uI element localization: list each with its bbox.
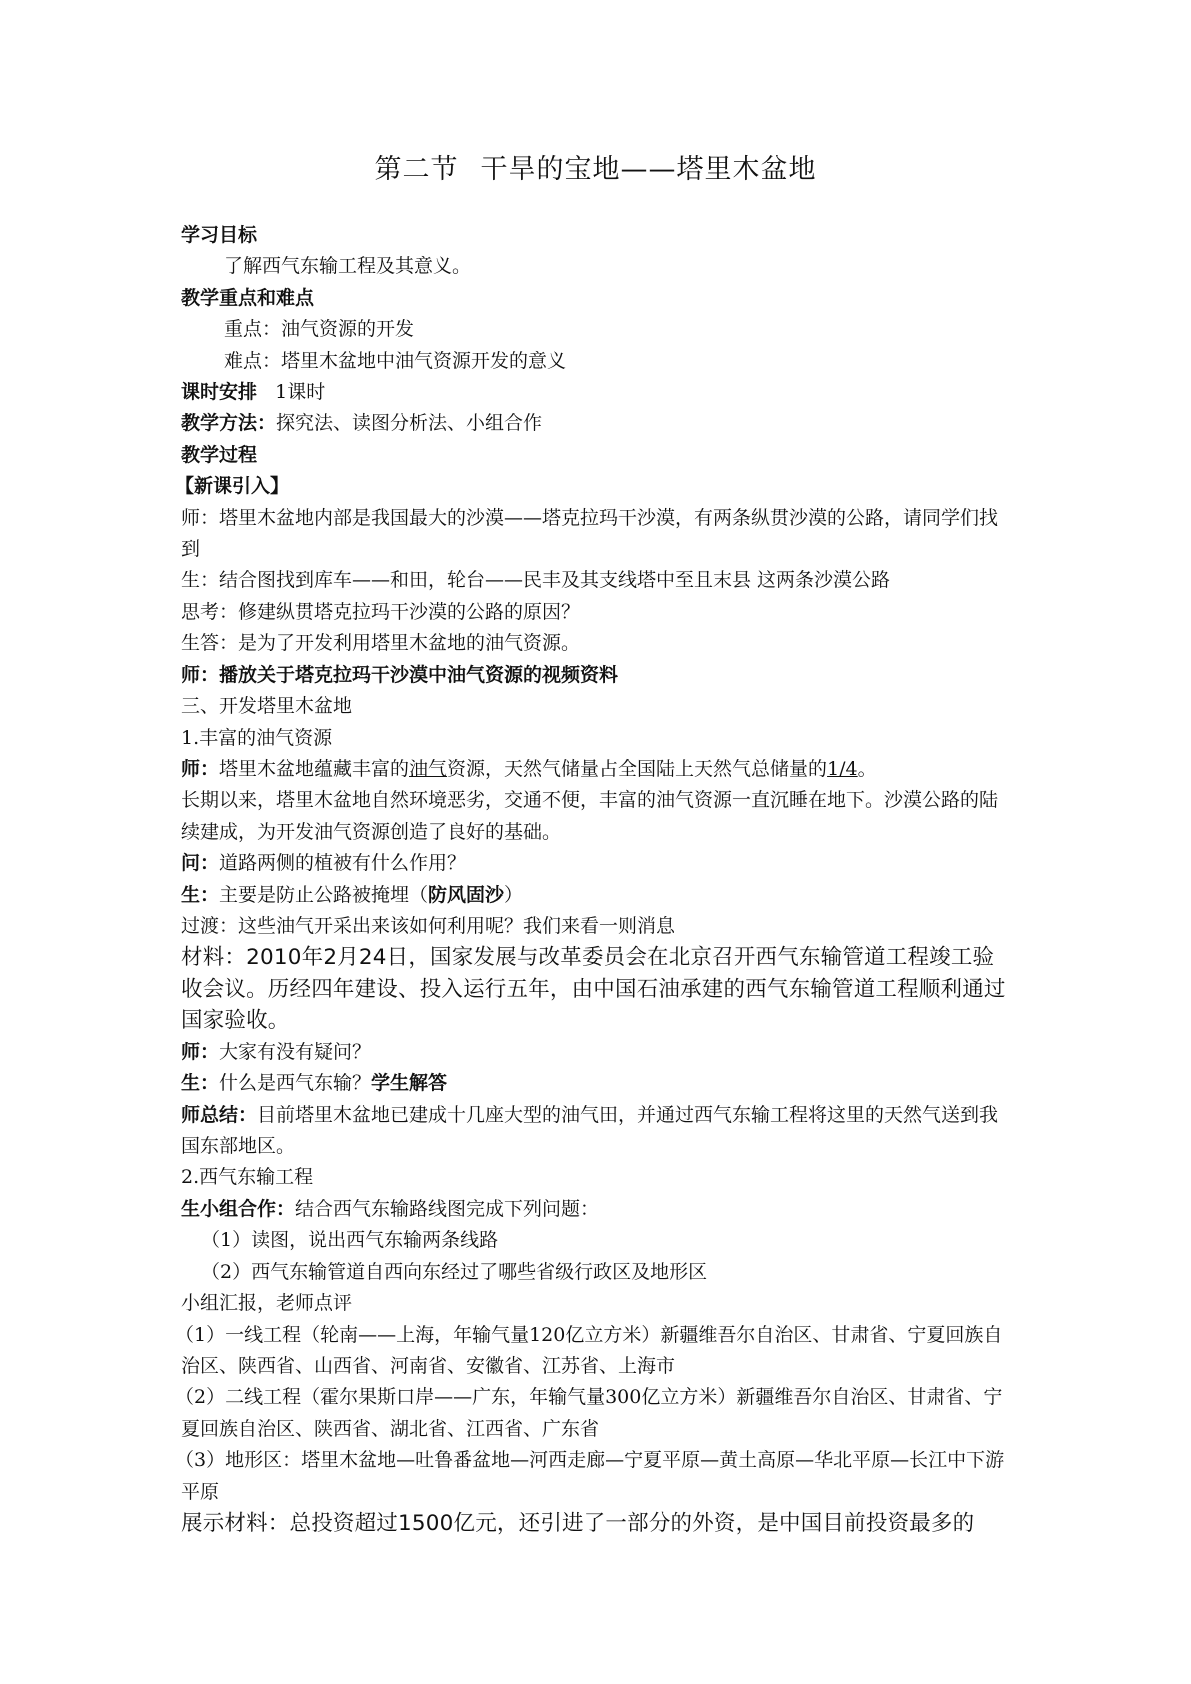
method-label: 教学方法： (181, 412, 277, 435)
material-paragraph: 展示材料：总投资超过1500亿元，还引进了一部分的外资，是中国目前投资最多的 (181, 1510, 975, 1536)
paragraph (181, 754, 1013, 785)
text-run: 资源，天然气储量占全国陆上天然气总储量的 (447, 757, 828, 780)
paragraph: 生答：是为了开发利用塔里木盆地的油气资源。 (181, 632, 581, 655)
bold-text: 学生解答 (371, 1072, 448, 1095)
text-run: 大家有没有疑问？ (219, 1040, 372, 1063)
text-run: 道路两侧的植被有什么作用？ (219, 852, 467, 875)
bold-text: 防风固沙 (428, 883, 505, 906)
paragraph (181, 1100, 1013, 1163)
heading-objectives: 学习目标 (181, 224, 258, 246)
text-run: 结合西气东输路线图完成下列问题： (295, 1197, 600, 1220)
subsection-heading: 1.丰富的油气资源 (181, 726, 333, 749)
subsection-heading: 2.西气东输工程 (181, 1166, 314, 1189)
title-topic: 干旱的宝地——塔里木盆地 (480, 154, 817, 185)
paragraph: 生：结合图找到库车——和田，轮台——民丰及其支线塔中至且末县 这两条沙漠公路 (181, 569, 891, 592)
paragraph: 长期以来，塔里木盆地自然环境恶劣，交通不便，丰富的油气资源一直沉睡在地下。沙漠公路的陆续建成，为开发油气资源创造了良好的基础。 (181, 789, 999, 843)
document-body (175, 220, 1013, 1539)
question-item: （1）读图，说出西气东输两条线路 (201, 1229, 499, 1252)
speaker-label: 生： (181, 883, 220, 906)
speaker-label: 问： (181, 852, 220, 875)
heading-intro: 【新课引入】 (175, 475, 290, 498)
key-point: 重点：油气资源的开发 (224, 318, 415, 341)
paragraph (181, 1194, 1013, 1225)
answer-item: （2）二线工程（霍尔果斯口岸——广东，年输气量300亿立方米）新疆维吾尔自治区、甘肃省、宁夏回族自治区、陕西省、湖北省、江西省、广东省 (175, 1386, 1003, 1440)
objective-text: 了解西气东输工程及其意义。 (224, 255, 472, 278)
speaker-label: 生： (181, 1072, 220, 1095)
page-title (0, 152, 1191, 188)
text-run: 什么是西气东输？ (219, 1072, 372, 1095)
speaker-label: 师总结： (181, 1103, 258, 1126)
heading-key-points: 教学重点和难点 (181, 286, 315, 309)
underlined-text: 油气 (409, 757, 448, 780)
speaker-label: 师： (181, 757, 220, 780)
paragraph (181, 880, 1013, 911)
method-text: 探究法、读图分析法、小组合作 (276, 412, 543, 435)
title-section: 第二节 (374, 154, 459, 185)
text-run: 。 (857, 757, 877, 780)
text-run: 目前塔里木盆地已建成十几座大型的油气田，并通过西气东输工程将这里的天然气送到我国东部地区。 (181, 1103, 999, 1158)
paragraph: 师：塔里木盆地内部是我国最大的沙漠——塔克拉玛干沙漠，有两条纵贯沙漠的公路，请同学们找到 (181, 506, 999, 561)
paragraph (181, 848, 1013, 879)
underlined-text: 1/4 (827, 757, 858, 780)
difficult-point: 难点：塔里木盆地中油气资源开发的意义 (224, 349, 567, 372)
paragraph: 过渡：这些油气开采出来该如何利用呢？我们来看一则消息 (181, 914, 676, 937)
schedule-text: 1课时 (275, 381, 326, 404)
heading-process: 教学过程 (181, 443, 258, 466)
speaker-label: 师： (181, 1040, 220, 1063)
section-heading: 三、开发塔里木盆地 (181, 695, 353, 718)
schedule-line (181, 377, 1013, 408)
text-run: 主要是防止公路被掩埋（ (219, 883, 429, 906)
schedule-label: 课时安排 (181, 381, 258, 404)
paragraph (181, 1037, 1013, 1068)
paragraph-bold: 师：播放关于塔克拉玛干沙漠中油气资源的视频资料 (181, 663, 619, 686)
text-run: 塔里木盆地蕴藏丰富的 (219, 757, 410, 780)
material-paragraph: 材料：2010年2月24日，国家发展与改革委员会在北京召开西气东输管道工程竣工验收会议。历经四年建设、投入运行五年，由中国石油承建的西气东输管道工程顺利通过国家验收。 (181, 945, 1006, 1034)
paragraph (181, 1068, 1013, 1099)
question-item: （2）西气东输管道自西向东经过了哪些省级行政区及地形区 (201, 1260, 708, 1283)
answer-item: （3）地形区：塔里木盆地—吐鲁番盆地—河西走廊—宁夏平原—黄土高原—华北平原—长江中下游平原 (175, 1449, 1005, 1503)
paragraph: 思考：修建纵贯塔克拉玛干沙漠的公路的原因？ (181, 600, 581, 623)
method-line (181, 408, 1013, 439)
speaker-label: 生小组合作： (181, 1197, 296, 1220)
text-run: ） (504, 883, 524, 906)
paragraph: 小组汇报，老师点评 (181, 1292, 353, 1315)
answer-item: （1）一线工程（轮南——上海，年输气量120亿立方米）新疆维吾尔自治区、甘肃省、宁夏回族自治区、陕西省、山西省、河南省、安徽省、江苏省、上海市 (175, 1323, 1003, 1377)
